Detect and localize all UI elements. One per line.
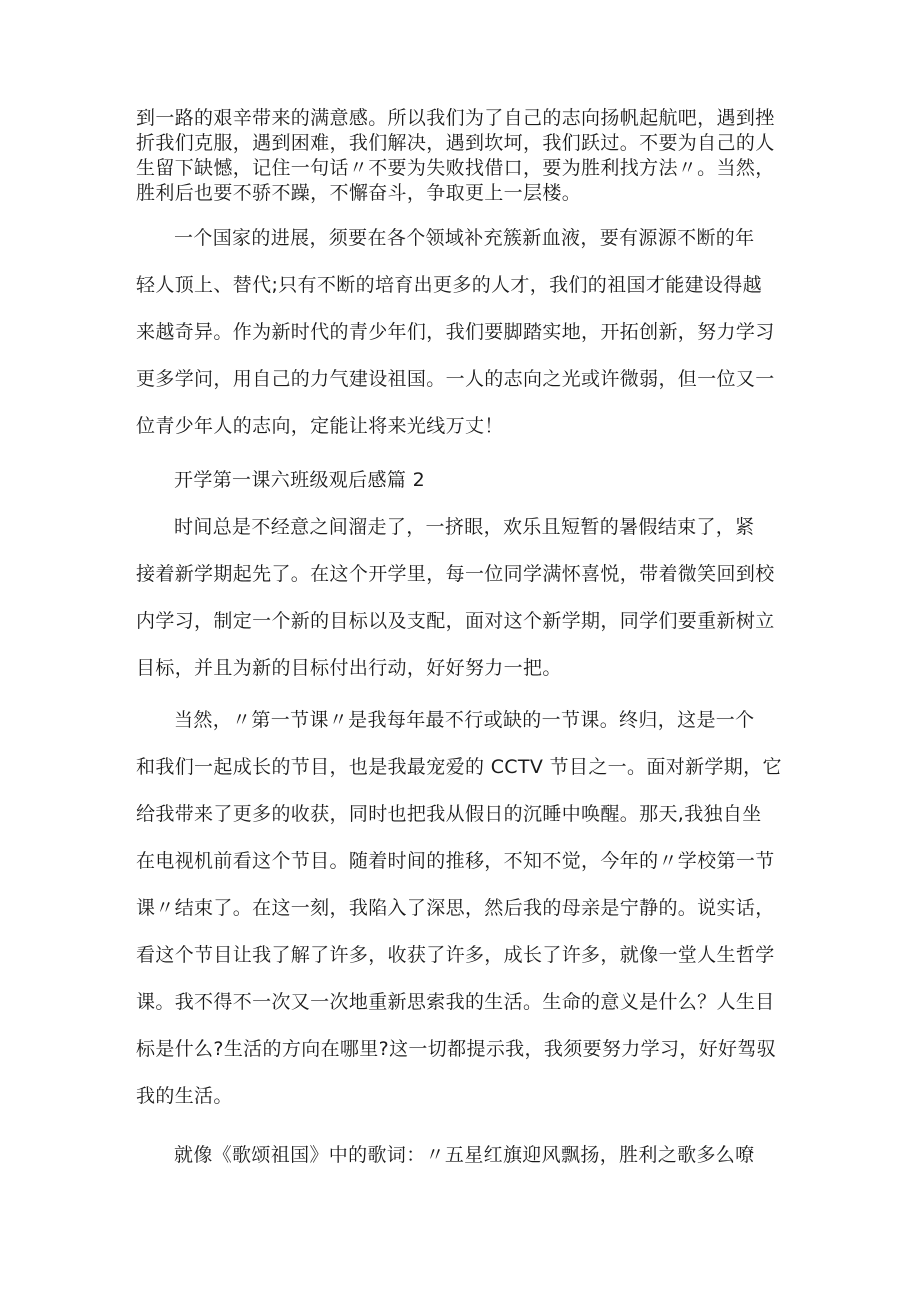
text-line: 位青少年人的志向，定能让将来光线万丈！ (136, 415, 504, 437)
text-line: 课。我不得不一次又一次地重新思索我的生活。生命的意义是什么？人生目 (136, 991, 775, 1013)
text-line: 一个国家的进展，须要在各个领域补充簇新血液，要有源源不断的年 (174, 227, 755, 249)
text-line: 接着新学期起先了。在这个开学里，每一位同学满怀喜悦，带着微笑回到校 (136, 563, 775, 585)
text-line: 到一路的艰辛带来的满意感。所以我们为了自己的志向扬帆起航吧，遇到挫 (136, 107, 775, 129)
text-line: 更多学问，用自己的力气建设祖国。一人的志向之光或许微弱，但一位又一 (136, 368, 775, 390)
text-line: 课〃结束了。在这一刻，我陷入了深思，然后我的母亲是宁静的。说实话， (136, 897, 775, 919)
text-line: 来越奇异。作为新时代的青少年们，我们要脚踏实地，开拓创新，努力学习 (136, 321, 775, 343)
text-line: 和我们一起成长的节目，也是我最宠爱的 CCTV 节目之一。面对新学期，它 (136, 756, 782, 778)
text-line: 内学习，制定一个新的目标以及支配，面对这个新学期，同学们要重新树立 (136, 610, 775, 632)
text-line: 我的生活。 (136, 1085, 233, 1107)
text-line: 折我们克服，遇到困难，我们解决，遇到坎坷，我们跃过。不要为自己的人 (136, 132, 775, 154)
text-line: 轻人顶上、替代;只有不断的培育出更多的人才，我们的祖国才能建设得越 (136, 274, 762, 296)
text-line: 就像《歌颂祖国》中的歌词：〃五星红旗迎风飘扬，胜利之歌多么嘹 (174, 1144, 755, 1166)
text-line: 时间总是不经意之间溜走了，一挤眼，欢乐且短暂的暑假结束了，紧 (174, 516, 755, 538)
text-line: 在电视机前看这个节目。随着时间的推移，不知不觉，今年的〃学校第一节 (136, 850, 775, 872)
text-line: 看这个节目让我了解了许多，收获了许多，成长了许多，就像一堂人生哲学 (136, 944, 775, 966)
text-line: 给我带来了更多的收获，同时也把我从假日的沉睡中唤醒。那天,我独自坐 (136, 803, 762, 825)
text-line: 标是什么?生活的方向在哪里?这一切都提示我，我须要努力学习，好好驾驭 (136, 1038, 777, 1060)
section-title: 开学第一课六班级观后感篇 2 (174, 469, 426, 491)
text-line: 生留下缺憾，记住一句话〃不要为失败找借口，要为胜利找方法〃。当然， (136, 157, 775, 179)
text-line: 当然，〃第一节课〃是我每年最不行或缺的一节课。终归，这是一个 (174, 709, 755, 731)
text-line: 胜利后也要不骄不躁，不懈奋斗，争取更上一层楼。 (136, 182, 582, 204)
text-line: 目标，并且为新的目标付出行动，好好努力一把。 (136, 657, 562, 679)
